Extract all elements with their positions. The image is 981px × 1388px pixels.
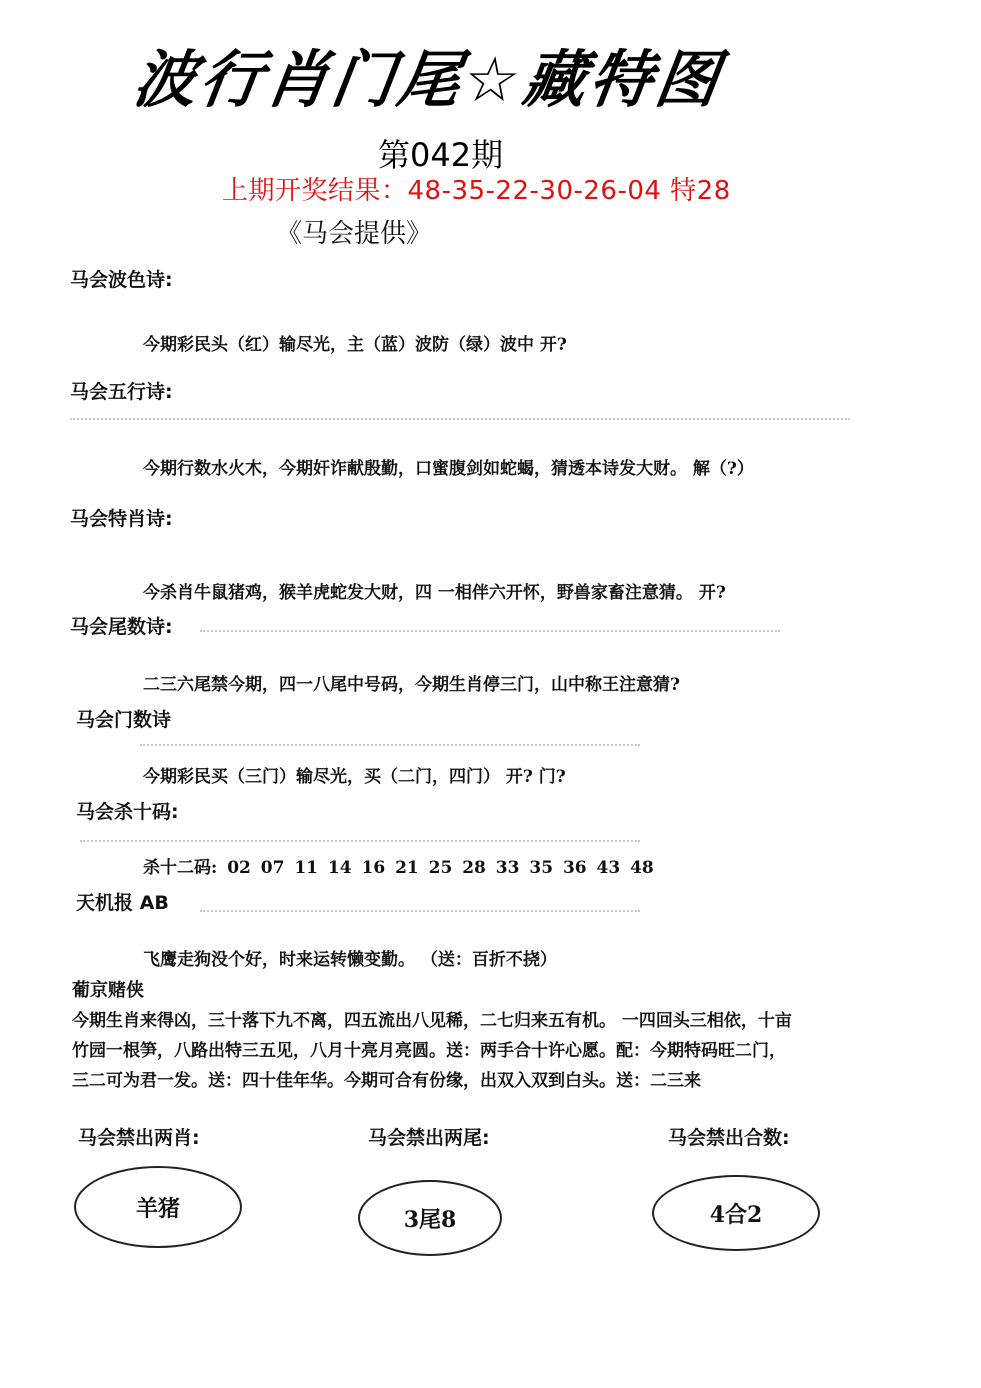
five-elements-heading: 马会五行诗: xyxy=(70,381,173,403)
kill-numbers-text: 杀十二码: 02 07 11 14 16 21 25 28 33 35 36 43 48 xyxy=(143,858,654,878)
ban-tail-oval xyxy=(358,1180,502,1256)
divider xyxy=(140,744,640,750)
divider xyxy=(200,910,640,916)
divider xyxy=(80,840,640,846)
zodiac-heading: 马会特肖诗: xyxy=(70,508,173,530)
ban-zodiac-label: 马会禁出两肖: xyxy=(78,1127,200,1149)
wave-color-heading: 马会波色诗: xyxy=(70,269,173,291)
ban-zodiac-oval xyxy=(74,1166,242,1248)
tail-number-text: 二三六尾禁今期，四一八尾中号码，今期生肖停三门，山中称王注意猜? xyxy=(143,675,680,695)
tianji-heading: 天机报 AB xyxy=(76,892,169,914)
ban-sum-label: 马会禁出合数: xyxy=(668,1127,790,1149)
ban-zodiac-value: 羊猪 xyxy=(135,1195,180,1222)
tail-number-heading: 马会尾数诗: xyxy=(70,616,173,638)
provider-label: 《马会提供》 xyxy=(276,219,433,249)
divider xyxy=(200,630,780,636)
five-elements-text: 今期行数水火木，今期奸诈献殷勤，口蜜腹剑如蛇蝎，猜透本诗发大财。 解（?） xyxy=(143,459,754,479)
last-draw-result: 上期开奖结果：48-35-22-30-26-04 特28 xyxy=(222,176,731,206)
issue-number: 第042期 xyxy=(378,136,504,174)
macau-gambler-heading: 葡京赌侠 xyxy=(72,980,144,1001)
ban-tail-value: 3尾8 xyxy=(403,1206,457,1233)
ban-sum-oval xyxy=(652,1175,820,1251)
gate-number-heading: 马会门数诗 xyxy=(76,709,172,731)
zodiac-text: 今杀肖牛鼠猪鸡，猴羊虎蛇发大财，四 一相伴六开怀，野兽家畜注意猜。 开? xyxy=(143,583,726,603)
macau-gambler-text xyxy=(72,1006,932,1096)
text-line: 竹园一根笋，八路出特三五见，八月十亮月亮圆。送：两手合十许心愿。配：今期特码旺二门， xyxy=(72,1041,786,1061)
tianji-text: 飞鹰走狗没个好，时来运转懒变勤。 （送：百折不挠） xyxy=(143,950,557,970)
page-title: 波行肖门尾☆藏特图 xyxy=(129,43,728,116)
divider xyxy=(70,418,850,424)
kill-ten-heading: 马会杀十码: xyxy=(76,801,179,823)
text-line: 今期生肖来得凶，三十落下九不离，四五流出八见稀，二七归来五有机。 一四回头三相依，十亩 xyxy=(72,1011,792,1031)
wave-color-text: 今期彩民头（红）输尽光，主（蓝）波防（绿）波中 开? xyxy=(143,335,567,355)
ban-sum-value: 4合2 xyxy=(709,1201,763,1228)
ban-tail-label: 马会禁出两尾: xyxy=(368,1127,490,1149)
text-line: 三二可为君一发。送：四十佳年华。今期可合有份缘，出双入双到白头。送：二三来 xyxy=(72,1071,701,1091)
gate-number-text: 今期彩民买（三门）输尽光，买（二门，四门） 开? 门? xyxy=(143,767,566,787)
